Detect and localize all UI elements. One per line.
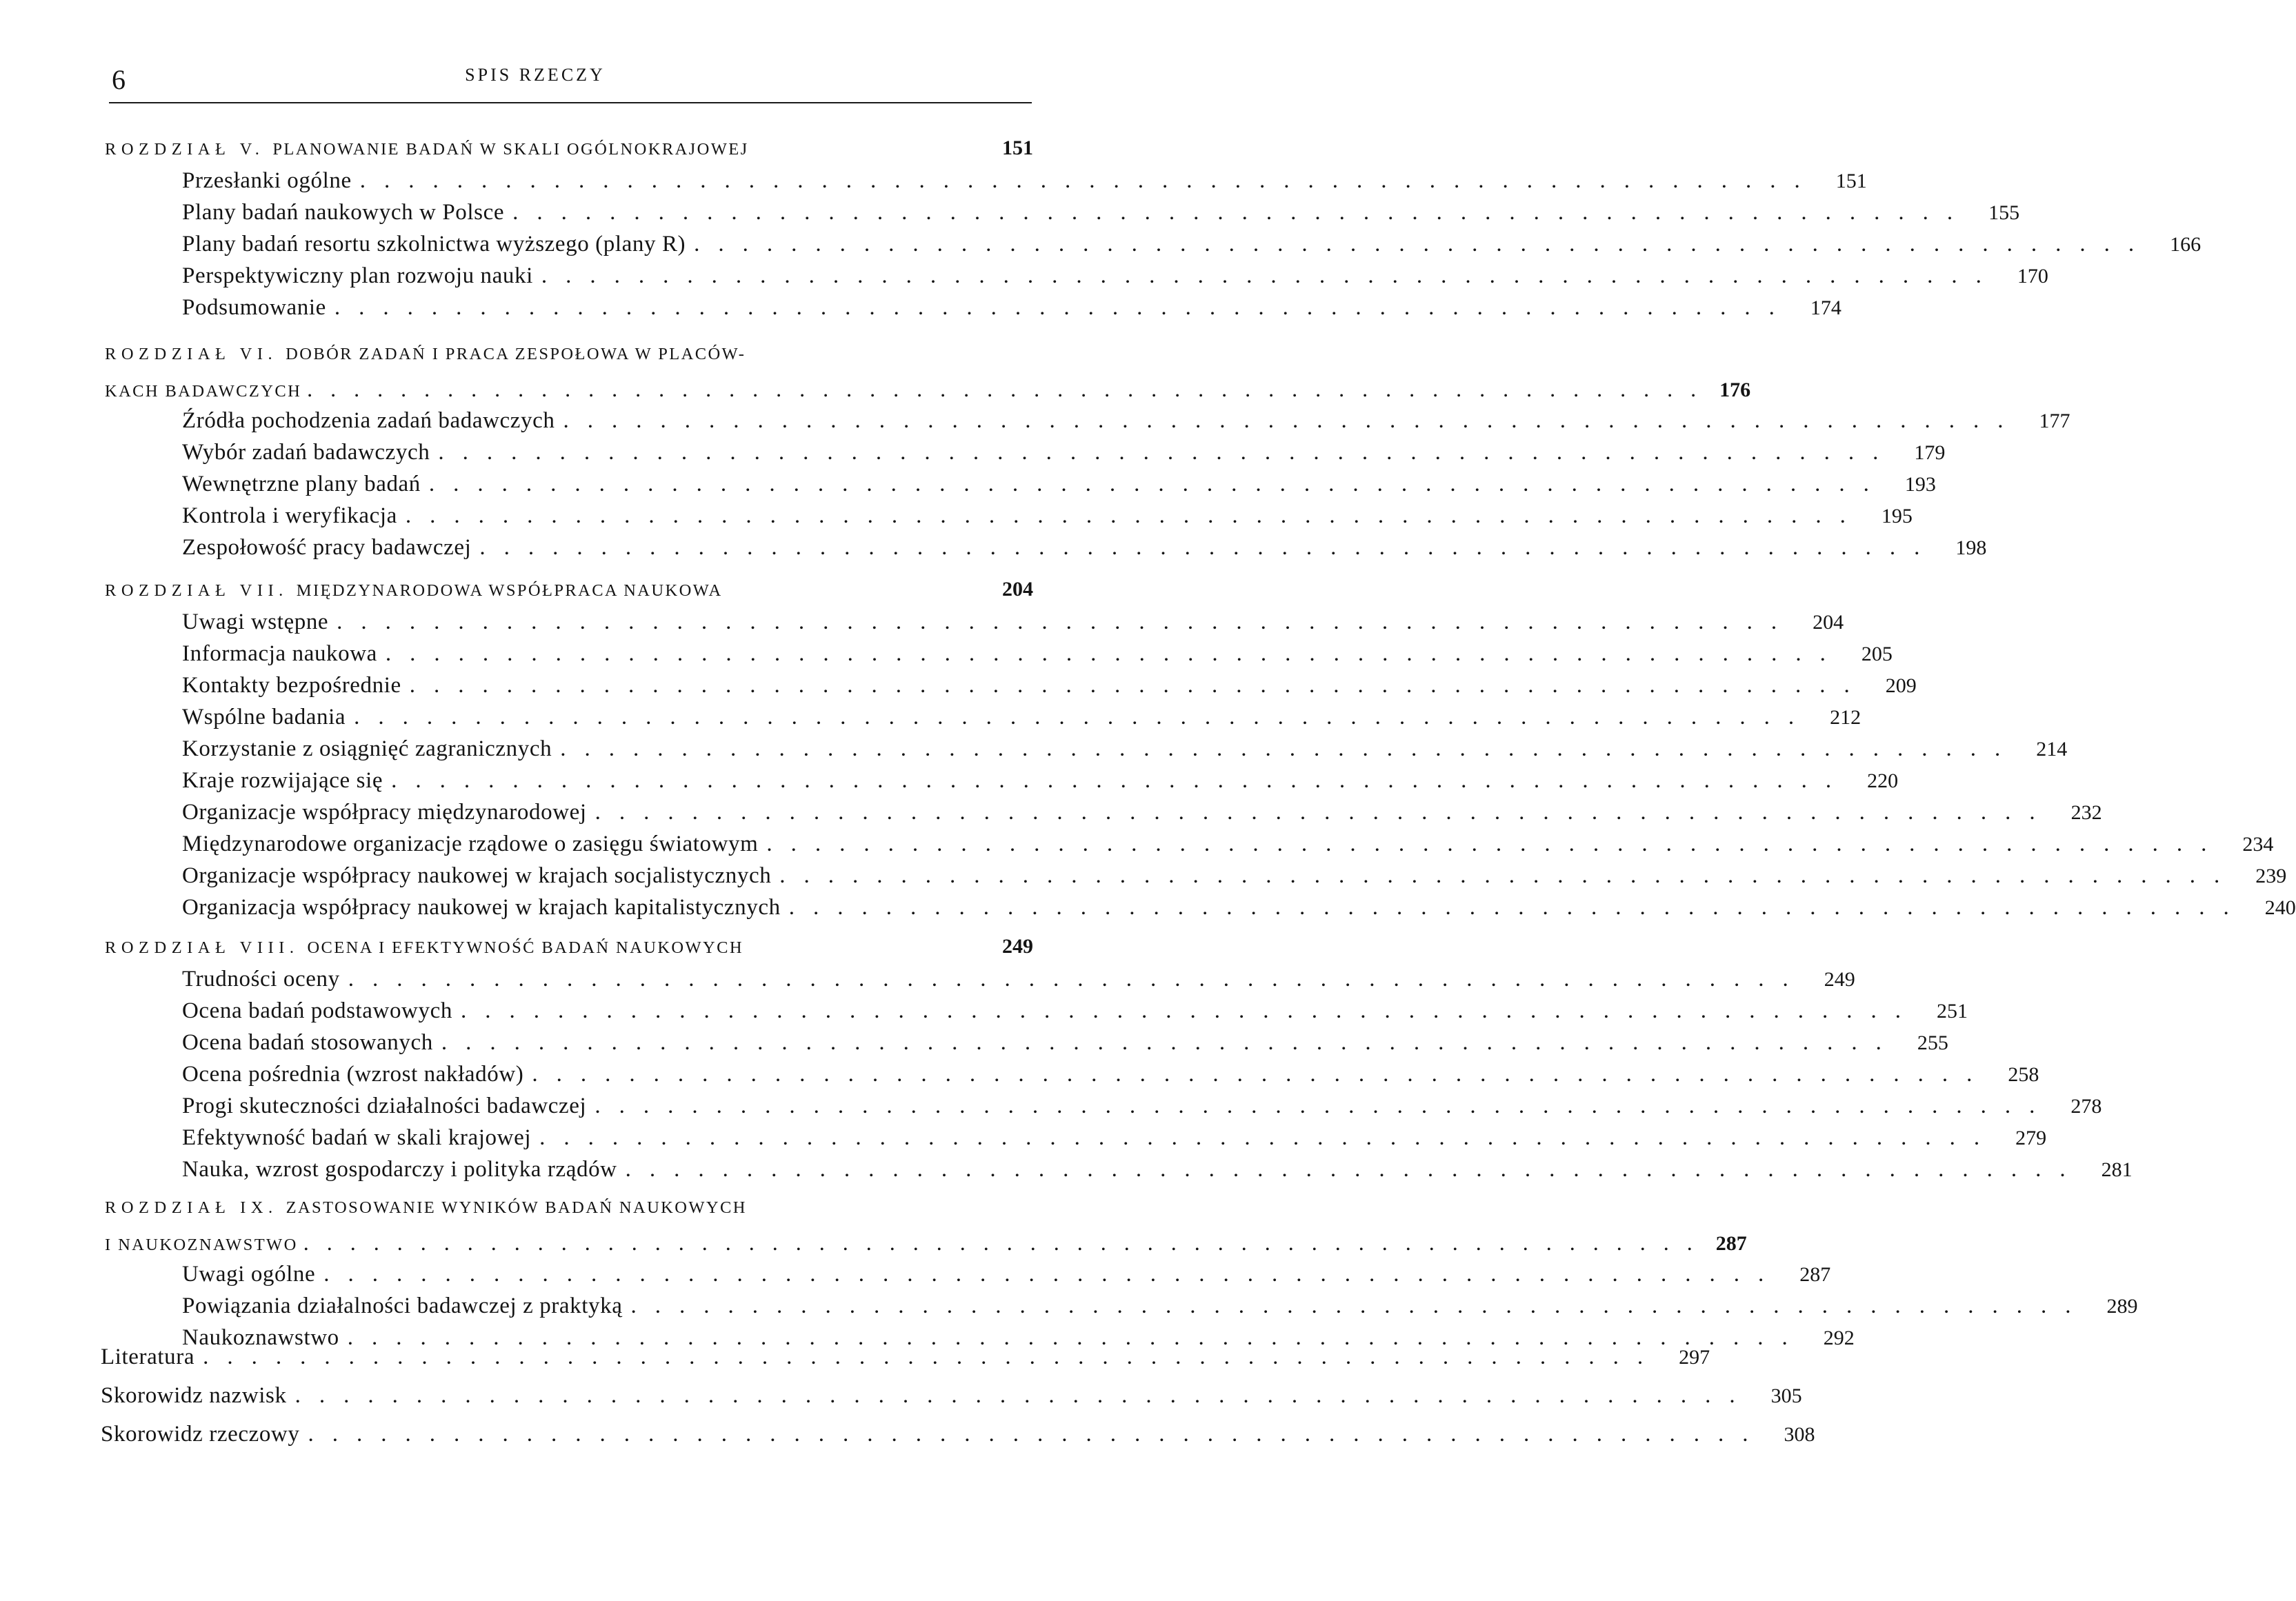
entry-title: Wspólne badania: [182, 705, 346, 729]
toc-entry[interactable]: [105, 998, 1968, 1030]
toc-entry[interactable]: [105, 863, 2287, 895]
entry-page: 258: [2008, 1063, 2039, 1086]
toc-entry[interactable]: [105, 168, 1867, 200]
leader-dots: ............................................................: [460, 998, 1919, 1023]
chapter-title-text: OCENA I EFEKTYWNOŚĆ BADAŃ NAUKOWYCH: [307, 938, 743, 957]
entry-title: Naukoznawstwo: [182, 1325, 339, 1350]
toc-entry[interactable]: [105, 768, 1899, 800]
entry-page: 249: [1824, 968, 1855, 991]
chapter-5: [105, 1198, 2138, 1357]
leader-dots: ............................................................: [779, 863, 2239, 888]
chapter-page: 249: [1002, 935, 1033, 958]
back-matter: [101, 1345, 1815, 1460]
entry-title: Efektywność badań w skali krajowej: [182, 1125, 532, 1150]
chapter-keyword: ROZDZIAŁ VII.: [105, 581, 288, 600]
entry-title: Wybór zadań badawczych: [182, 440, 430, 465]
entry-page: 308: [1784, 1423, 1815, 1446]
chapter-keyword: ROZDZIAŁ IX.: [105, 1198, 278, 1217]
toc-entry[interactable]: [105, 1293, 2138, 1325]
entry-title: Wewnętrzne plany badań: [182, 472, 421, 496]
chapter-title-line: [105, 935, 1033, 967]
toc-entry[interactable]: [105, 232, 2202, 263]
chapter-title[interactable]: [105, 345, 746, 364]
toc-entry[interactable]: [105, 503, 1913, 535]
leader-dots: ............................................................: [295, 1383, 1754, 1408]
entry-title: Informacja naukowa: [182, 641, 377, 666]
toc-entry[interactable]: [101, 1345, 1710, 1383]
toc-entry[interactable]: [101, 1383, 1802, 1422]
entry-page: 251: [1936, 1000, 1968, 1023]
leader-dots: ............................................................: [348, 967, 1807, 991]
entry-page: 151: [1835, 170, 1867, 192]
entry-page: 239: [2255, 865, 2287, 887]
chapter-title-text: ZASTOSOWANIE WYNIKÓW BADAŃ NAUKOWYCH: [286, 1198, 747, 1217]
leader-dots: ............................................................: [694, 232, 2153, 256]
entry-page: 289: [2106, 1295, 2138, 1318]
entry-title: Podsumowanie: [182, 295, 326, 320]
entry-page: 278: [2070, 1095, 2102, 1118]
entry-page: 205: [1861, 643, 1893, 665]
entry-title: Nauka, wzrost gospodarczy i polityka rządów: [182, 1157, 617, 1182]
chapter-page: 176: [1719, 379, 1751, 401]
leader-dots: ............................................................: [347, 1325, 1806, 1350]
leader-dots: ............................................................: [409, 673, 1868, 698]
entry-page: 193: [1904, 473, 1936, 496]
toc-entry[interactable]: [105, 705, 1861, 736]
entry-title: Perspektywiczny plan rozwoju nauki: [182, 263, 533, 288]
entry-title: Uwagi ogólne: [182, 1262, 316, 1287]
leader-dots: ............................................................: [337, 610, 1796, 634]
entry-page: 220: [1867, 769, 1899, 792]
chapter-title-text: I NAUKOZNAWSTWO: [105, 1236, 298, 1254]
leader-dots: ............................................................: [438, 440, 1897, 465]
entry-title: Skorowidz nazwisk: [101, 1383, 287, 1408]
chapter-title[interactable]: [105, 140, 749, 159]
entry-page: 279: [2015, 1127, 2047, 1149]
entry-page: 209: [1885, 674, 1917, 697]
chapter-title[interactable]: [105, 382, 301, 401]
entry-page: 155: [1988, 201, 2020, 224]
chapter-title-text: DOBÓR ZADAŃ I PRACA ZESPOŁOWA W PLACÓW-: [286, 345, 746, 363]
leader-dots: ............................................................: [391, 768, 1850, 793]
entry-title: Organizacja współpracy naukowej w krajach kapitalistycznych: [182, 895, 781, 920]
entry-page: 214: [2036, 738, 2068, 761]
toc-entry[interactable]: [105, 641, 1893, 673]
entry-page: 177: [2039, 410, 2070, 432]
entry-page: 234: [2242, 833, 2274, 856]
chapter-2: [105, 345, 2070, 567]
chapter-title[interactable]: [105, 581, 723, 601]
entry-page: 240: [2264, 896, 2296, 919]
leader-dots: ............................................................: [532, 1062, 1991, 1087]
chapter-title[interactable]: [105, 938, 743, 958]
chapter-title[interactable]: [105, 1236, 298, 1255]
entry-title: Organizacje współpracy międzynarodowej: [182, 800, 587, 825]
entry-title: Skorowidz rzeczowy: [101, 1422, 300, 1447]
toc-entry[interactable]: [105, 800, 2102, 832]
leader-dots: ............................................................: [595, 1094, 2054, 1118]
chapter-title-text: KACH BADAWCZYCH: [105, 382, 302, 401]
entry-title: Progi skuteczności działalności badawczej: [182, 1094, 587, 1118]
toc-entry[interactable]: [105, 1125, 2047, 1157]
leader-dots: ............................................................: [539, 1125, 1999, 1150]
page-header: [0, 0, 1070, 110]
chapter-title-line: [105, 137, 1033, 168]
leader-dots: ............................................................: [303, 1230, 1710, 1255]
entry-title: Organizacje współpracy naukowej w krajach socjalistycznych: [182, 863, 772, 888]
toc-entry[interactable]: [105, 1062, 2039, 1094]
chapter-title-line: [105, 578, 1033, 610]
leader-dots: ............................................................: [203, 1345, 1662, 1369]
entry-page: 232: [2070, 801, 2102, 824]
chapter-title[interactable]: [105, 1198, 747, 1218]
entry-page: 292: [1823, 1327, 1855, 1349]
entry-title: Przesłanki ogólne: [182, 168, 352, 193]
entry-title: Literatura: [101, 1345, 195, 1369]
entry-title: Korzystanie z osiągnięć zagranicznych: [182, 736, 552, 761]
leader-dots: ............................................................: [766, 832, 2226, 856]
leader-dots: ............................................................: [385, 641, 1844, 666]
page-number: 6: [112, 64, 126, 95]
leader-dots: ............................................................: [441, 1030, 1900, 1055]
chapter-4: [105, 935, 2133, 1189]
leader-dots: ............................................................: [428, 472, 1888, 496]
chapter-page: 287: [1715, 1232, 1747, 1255]
chapter-1: [105, 137, 2202, 327]
entry-title: Kontakty bezpośrednie: [182, 673, 401, 698]
chapter-title-text: MIĘDZYNARODOWA WSPÓŁPRACA NAUKOWA: [296, 581, 723, 600]
leader-dots: ............................................................: [323, 1262, 1783, 1287]
toc-entry[interactable]: [105, 408, 2070, 440]
entry-page: 170: [2017, 265, 2048, 288]
entry-title: Ocena pośrednia (wzrost nakładów): [182, 1062, 524, 1087]
entry-page: 305: [1770, 1384, 1802, 1407]
leader-dots: ............................................................: [307, 376, 1715, 401]
entry-title: Powiązania działalności badawczej z praktyką: [182, 1293, 623, 1318]
entry-page: 212: [1830, 706, 1861, 729]
entry-title: Trudności oceny: [182, 967, 340, 991]
leader-dots: ............................................................: [308, 1422, 1767, 1447]
leader-dots: ............................................................: [479, 535, 1939, 560]
toc-entry[interactable]: [105, 673, 1917, 705]
chapter-title-line: [105, 345, 1033, 376]
leader-dots: ............................................................: [354, 705, 1813, 729]
entry-page: 174: [1810, 296, 1841, 319]
entry-page: 179: [1914, 441, 1946, 464]
entry-title: Plany badań resortu szkolnictwa wyższego (plany R): [182, 232, 686, 256]
toc-entry[interactable]: [101, 1422, 1815, 1460]
chapter-title-line: [105, 376, 1751, 408]
entry-title: Międzynarodowe organizacje rządowe o zasięgu światowym: [182, 832, 759, 856]
toc-entry[interactable]: [105, 967, 1855, 998]
toc-entry[interactable]: [105, 440, 1946, 472]
entry-page: 287: [1799, 1263, 1831, 1286]
chapter-keyword: ROZDZIAŁ V.: [105, 140, 265, 159]
entry-page: 281: [2101, 1158, 2133, 1181]
entry-title: Ocena badań podstawowych: [182, 998, 452, 1023]
leader-dots: ............................................................: [625, 1157, 2084, 1182]
entry-title: Kontrola i weryfikacja: [182, 503, 397, 528]
entry-page: 255: [1917, 1031, 1948, 1054]
toc-entry[interactable]: [105, 535, 1987, 567]
chapter-title-text: PLANOWANIE BADAŃ W SKALI OGÓLNOKRAJOWEJ: [272, 140, 749, 159]
leader-dots: ............................................................: [595, 800, 2054, 825]
leader-dots: ............................................................: [512, 200, 1972, 225]
entry-page: 195: [1881, 505, 1913, 527]
entry-title: Plany badań naukowych w Polsce: [182, 200, 505, 225]
chapter-title-line: [105, 1230, 1747, 1262]
leader-dots: ............................................................: [359, 168, 1819, 193]
chapter-keyword: ROZDZIAŁ VIII.: [105, 938, 299, 957]
chapter-title-line: [105, 1198, 1033, 1230]
toc-entry[interactable]: [105, 1262, 1831, 1293]
entry-page: 204: [1813, 611, 1844, 634]
chapter-3: [105, 578, 2296, 927]
leader-dots: ............................................................: [560, 736, 2019, 761]
entry-title: Zespołowość pracy badawczej: [182, 535, 472, 560]
leader-dots: ............................................................: [541, 263, 2000, 288]
toc-entry[interactable]: [105, 1094, 2102, 1125]
entry-title: Uwagi wstępne: [182, 610, 329, 634]
toc-entry[interactable]: [105, 472, 1936, 503]
header-rule: [109, 102, 1032, 103]
toc-entry[interactable]: [105, 610, 1844, 641]
leader-dots: ............................................................: [405, 503, 1864, 528]
entry-title: Źródła pochodzenia zadań badawczych: [182, 408, 555, 433]
toc-entry[interactable]: [105, 895, 2296, 927]
leader-dots: ............................................................: [334, 295, 1793, 320]
toc-entry[interactable]: [105, 736, 2068, 768]
chapter-page: 204: [1002, 578, 1033, 601]
leader-dots: ............................................................: [788, 895, 2248, 920]
toc-entry[interactable]: [105, 1030, 1948, 1062]
entry-page: 198: [1955, 536, 1987, 559]
toc-entry[interactable]: [105, 200, 2020, 232]
leader-dots: ............................................................: [630, 1293, 2090, 1318]
chapter-keyword: ROZDZIAŁ VI.: [105, 345, 278, 363]
toc-entry[interactable]: [105, 295, 1841, 327]
running-head: SPIS RZECZY: [465, 65, 606, 85]
entry-title: Ocena badań stosowanych: [182, 1030, 433, 1055]
entry-title: Kraje rozwijające się: [182, 768, 383, 793]
toc-entry[interactable]: [105, 263, 2048, 295]
toc-entry[interactable]: [105, 1157, 2133, 1189]
chapter-page: 151: [1002, 137, 1033, 159]
entry-page: 297: [1679, 1346, 1710, 1369]
entry-page: 166: [2170, 233, 2202, 256]
toc-entry[interactable]: [105, 832, 2274, 863]
leader-dots: ............................................................: [563, 408, 2022, 433]
